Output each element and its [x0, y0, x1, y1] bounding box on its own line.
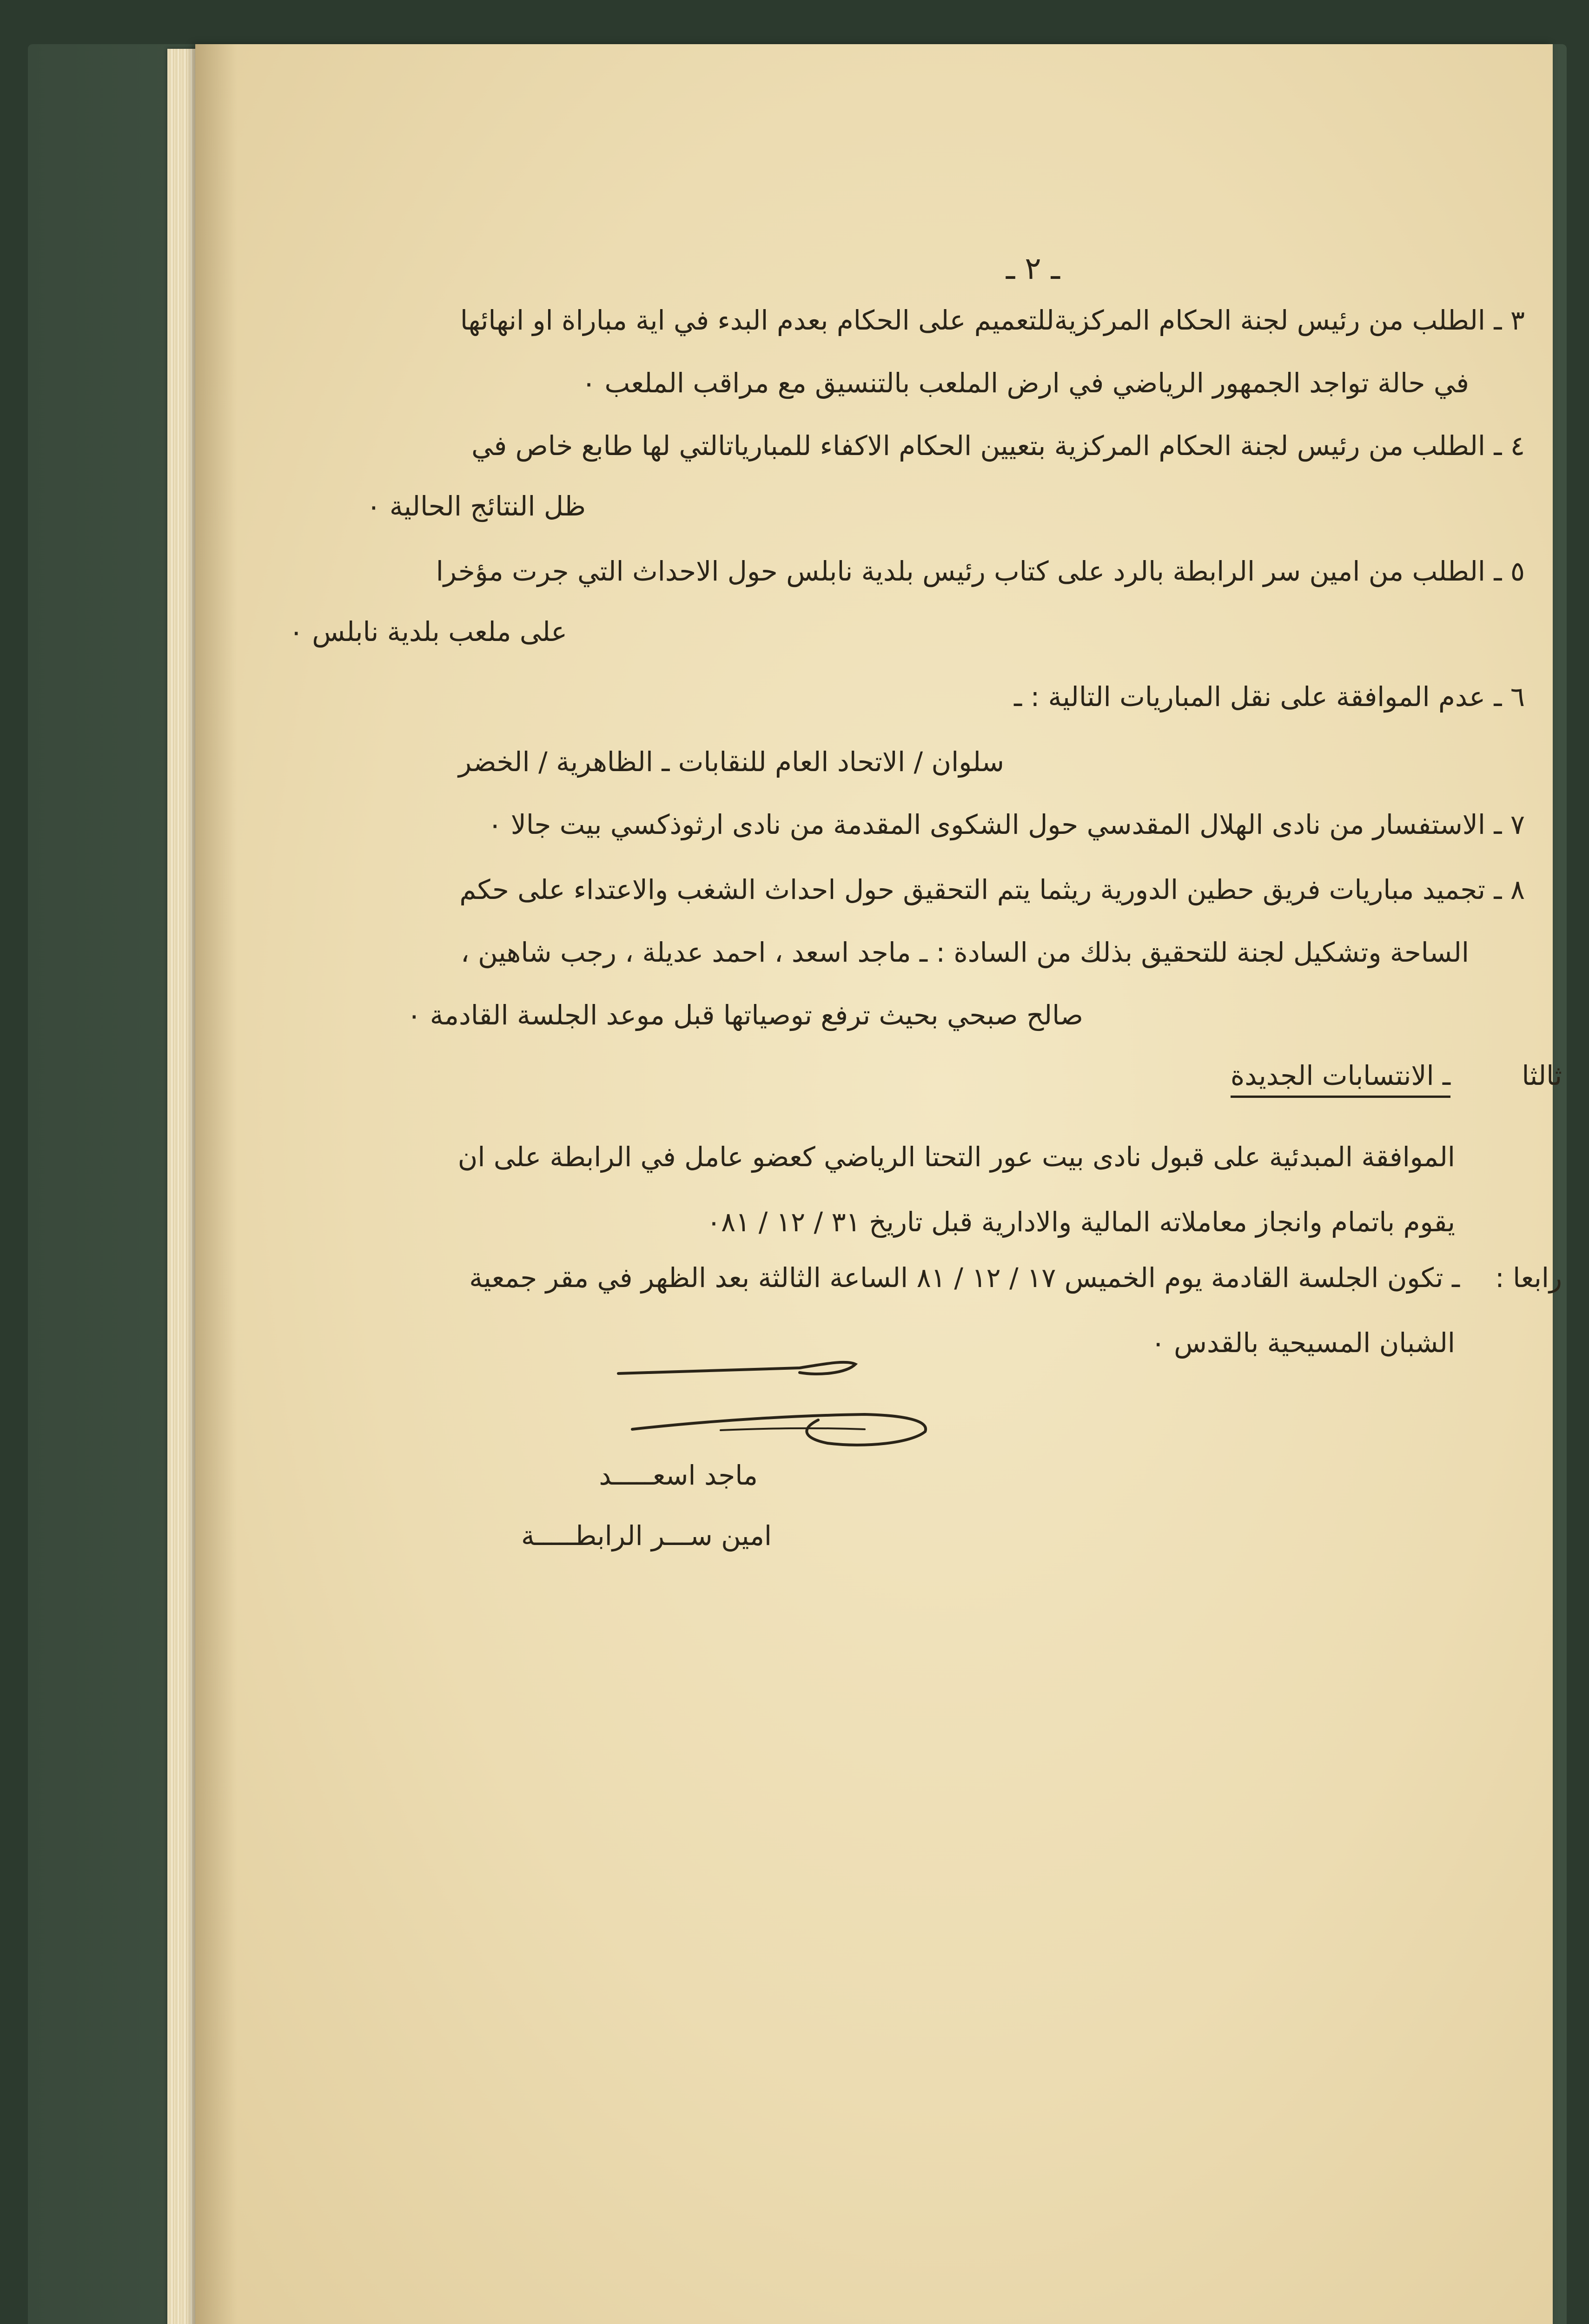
item-6-line-1: ٦ ـ عدم الموافقة على نقل المباريات التالية : ـ [1014, 681, 1525, 713]
item-5-line-1: ٥ ـ الطلب من امين سر الرابطة بالرد على كتاب رئيس بلدية نابلس حول الاحداث التي جرت مؤخرا [436, 555, 1525, 587]
page-number: ـ ٢ ـ [1006, 251, 1060, 286]
membership-text-2: يقوم باتمام وانجاز معاملاته المالية والادارية قبل تاريخ ٣١ / ١٢ / ٠٨١ [706, 1206, 1455, 1238]
signatory-title: امين ســـر الرابطـــــة [521, 1520, 772, 1552]
section-heading: ـ الانتسابات الجديدة [1231, 1062, 1450, 1098]
item-4-line-2: ظل النتائج الحالية ٠ [366, 490, 586, 522]
signatory-name: ماجد اسعـــــد [599, 1459, 758, 1491]
document-page [195, 44, 1562, 2324]
fourth-prefix: رابعا : [1495, 1262, 1562, 1294]
item-4-line-1: ٤ ـ الطلب من رئيس لجنة الحكام المركزية بتعيين الحكام الاكفاء للمبارياتالتي لها طابع خاص في [471, 430, 1525, 462]
item-8-line-1: ٨ ـ تجميد مباريات فريق حطين الدورية ريثما يتم التحقيق حول احداث الشغب والاعتداء على حكم [459, 874, 1525, 905]
item-8-line-3: صالح صبحي بحيث ترفع توصياتها قبل موعد الجلسة القادمة ٠ [407, 999, 1083, 1031]
item-3-line-2: في حالة تواجد الجمهور الرياضي في ارض الملعب بالتنسيق مع مراقب الملعب ٠ [581, 367, 1469, 399]
next-meeting-2: الشبان المسيحية بالقدس ٠ [1151, 1327, 1455, 1359]
item-8-line-2: الساحة وتشكيل لجنة للتحقيق بذلك من السادة : ـ ماجد اسعد ، احمد عديلة ، رجب شاهين ، [460, 937, 1469, 968]
item-3-line-1: ٣ ـ الطلب من رئيس لجنة الحكام المركزيةللتعميم على الحكام بعدم البدء في اية مباراة او انهائها [460, 304, 1525, 336]
membership-text-1: الموافقة المبدئية على قبول نادى بيت عور التحتا الرياضي كعضو عامل في الرابطة على ان [457, 1141, 1455, 1173]
next-meeting-1: ـ تكون الجلسة القادمة يوم الخميس ١٧ / ١٢ / ٨١ الساعة الثالثة بعد الظهر في مقر جمعية [469, 1262, 1460, 1294]
item-6-line-2: سلوان / الاتحاد العام للنقابات ـ الظاهرية / الخضر [458, 746, 1004, 778]
section-heading-prefix: ثالثا [1522, 1060, 1562, 1091]
item-7-line-1: ٧ ـ الاستفسار من نادى الهلال المقدسي حول الشكوى المقدمة من نادى ارثوذكسي بيت جالا ٠ [488, 809, 1525, 840]
binding-shadow [195, 44, 237, 2324]
item-5-line-2: على ملعب بلدية نابلس ٠ [289, 616, 567, 647]
